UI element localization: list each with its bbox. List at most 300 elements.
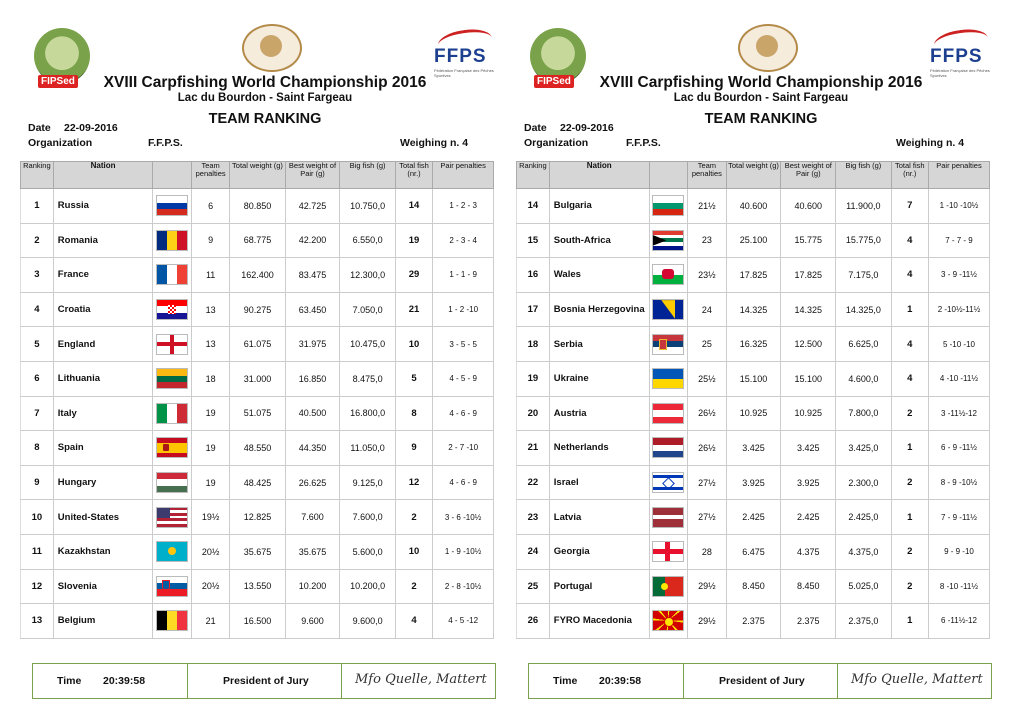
table-row [21,258,494,293]
team-penalties-cell: 19 [191,431,230,466]
rank-cell: 19 [517,361,550,396]
table-row [517,327,990,362]
col-nation: Nation [53,162,153,189]
rank-cell: 3 [21,258,54,293]
team-penalties-cell: 21½ [688,189,727,224]
total-fish-cell: 4 [891,327,928,362]
big-fish-cell: 7.050,0 [340,292,395,327]
best-weight-cell: 26.625 [285,465,340,500]
total-weight-cell: 31.000 [230,361,285,396]
team-penalties-cell: 19 [191,396,230,431]
usa-flag-icon [156,507,188,528]
flag-cell [649,396,688,431]
table-row [517,431,990,466]
col-total-weight: Total weight (g) [726,162,781,189]
total-fish-cell: 1 [891,292,928,327]
flag-cell [649,569,688,604]
total-weight-cell: 17.825 [726,258,781,293]
table-row [517,223,990,258]
best-weight-cell: 12.500 [781,327,836,362]
table-row [517,500,990,535]
pair-penalties-cell: 3 - 6 -10½ [433,500,494,535]
table-row [517,361,990,396]
total-weight-cell: 48.550 [230,431,285,466]
table-row [21,534,494,569]
nation-cell: Wales [549,258,649,293]
table-row [517,189,990,224]
col-best-weight: Best weight of Pair (g) [781,162,836,189]
kazakhstan-flag-icon [156,541,188,562]
nation-cell: Spain [53,431,153,466]
championship-emblem [738,24,798,72]
total-fish-cell: 2 [891,534,928,569]
big-fish-cell: 5.600,0 [340,534,395,569]
pair-penalties-cell: 1 - 1 - 9 [433,258,494,293]
president-of-jury-label: President of Jury [223,675,309,687]
rank-cell: 20 [517,396,550,431]
flag-cell [649,361,688,396]
total-weight-cell: 2.375 [726,604,781,639]
flag-cell [153,569,192,604]
table-row [517,465,990,500]
total-fish-cell: 8 [395,396,432,431]
georgia-flag-icon [652,541,684,562]
team-penalties-cell: 29½ [688,569,727,604]
page-subtitle: Lac du Bourdon - Saint Fargeau [673,92,849,104]
best-weight-cell: 3.425 [781,431,836,466]
best-weight-cell: 17.825 [781,258,836,293]
best-weight-cell: 15.775 [781,223,836,258]
page-subtitle: Lac du Bourdon - Saint Fargeau [177,92,353,104]
ukraine-flag-icon [652,368,684,389]
flag-cell [153,292,192,327]
nation-cell: Slovenia [53,569,153,604]
col-pair-penalties: Pair penalties [433,162,494,189]
team-penalties-cell: 25 [688,327,727,362]
section-heading: TEAM RANKING [704,111,818,127]
rank-cell: 24 [517,534,550,569]
pair-penalties-cell: 1 - 9 -10½ [433,534,494,569]
pair-penalties-cell: 3 - 5 - 5 [433,327,494,362]
fipsed-logo-text: FIPSed [534,75,574,88]
team-penalties-cell: 21 [191,604,230,639]
best-weight-cell: 7.600 [285,500,340,535]
team-penalties-cell: 9 [191,223,230,258]
total-weight-cell: 2.425 [726,500,781,535]
best-weight-cell: 8.450 [781,569,836,604]
page-title: XVIII Carpfishing World Championship 2016 [103,74,427,91]
team-penalties-cell: 28 [688,534,727,569]
total-weight-cell: 80.850 [230,189,285,224]
belgium-flag-icon [156,610,188,631]
date-value: 22-09-2016 [560,122,614,134]
team-penalties-cell: 19½ [191,500,230,535]
total-weight-cell: 61.075 [230,327,285,362]
flag-cell [153,604,192,639]
weighing-number: Weighing n. 4 [400,137,469,149]
nation-cell: Russia [53,189,153,224]
nation-cell: South-Africa [549,223,649,258]
best-weight-cell: 31.975 [285,327,340,362]
rank-cell: 25 [517,569,550,604]
big-fish-cell: 3.425,0 [836,431,891,466]
big-fish-cell: 7.600,0 [340,500,395,535]
organization-value: F.F.P.S. [148,137,183,149]
flag-cell [153,396,192,431]
team-penalties-cell: 20½ [191,569,230,604]
flag-cell [649,604,688,639]
pair-penalties-cell: 4 - 5 - 9 [433,361,494,396]
flag-cell [649,431,688,466]
pair-penalties-cell: 6 -11½-12 [928,604,989,639]
best-weight-cell: 15.100 [781,361,836,396]
big-fish-cell: 2.375,0 [836,604,891,639]
president-of-jury-label: President of Jury [719,675,805,687]
fipsed-logo-text: FIPSed [38,75,78,88]
table-row [21,604,494,639]
best-weight-cell: 42.725 [285,189,340,224]
table-row [21,500,494,535]
wales-flag-icon [652,264,684,285]
nation-cell: France [53,258,153,293]
col-flag [153,162,192,189]
total-fish-cell: 14 [395,189,432,224]
pair-penalties-cell: 4 - 6 - 9 [433,396,494,431]
ffps-logo [432,26,498,78]
ffps-logo [928,26,994,78]
total-fish-cell: 2 [395,500,432,535]
championship-emblem [242,24,302,72]
lithuania-flag-icon [156,368,188,389]
page-title: XVIII Carpfishing World Championship 2016 [599,74,923,91]
spain-flag-icon [156,437,188,458]
nation-cell: Latvia [549,500,649,535]
total-fish-cell: 1 [891,500,928,535]
total-weight-cell: 25.100 [726,223,781,258]
rank-cell: 14 [517,189,550,224]
table-row [21,361,494,396]
col-team-penalties: Team penalties [688,162,727,189]
total-fish-cell: 10 [395,327,432,362]
total-weight-cell: 40.600 [726,189,781,224]
nation-cell: Romania [53,223,153,258]
pair-penalties-cell: 2 - 7 -10 [433,431,494,466]
total-fish-cell: 19 [395,223,432,258]
jury-signature: Mfo Quelle, Mattert [355,672,487,687]
team-penalties-cell: 23½ [688,258,727,293]
rank-cell: 9 [21,465,54,500]
best-weight-cell: 2.375 [781,604,836,639]
nation-cell: Austria [549,396,649,431]
ffps-logo-text: FFPS [434,46,487,67]
ranking-table [516,161,990,639]
total-fish-cell: 2 [891,465,928,500]
best-weight-cell: 16.850 [285,361,340,396]
col-best-weight: Best weight of Pair (g) [285,162,340,189]
rank-cell: 18 [517,327,550,362]
total-weight-cell: 162.400 [230,258,285,293]
nation-cell: Italy [53,396,153,431]
team-penalties-cell: 19 [191,465,230,500]
rank-cell: 23 [517,500,550,535]
nation-cell: Belgium [53,604,153,639]
best-weight-cell: 4.375 [781,534,836,569]
table-row [517,396,990,431]
team-penalties-cell: 18 [191,361,230,396]
flag-cell [153,258,192,293]
table-row [517,534,990,569]
nation-cell: Kazakhstan [53,534,153,569]
nation-cell: FYRO Macedonia [549,604,649,639]
date-label: Date [524,122,547,134]
flag-cell [649,327,688,362]
flag-cell [153,431,192,466]
best-weight-cell: 10.925 [781,396,836,431]
col-team-penalties: Team penalties [191,162,230,189]
table-row [21,223,494,258]
best-weight-cell: 63.450 [285,292,340,327]
table-row [21,396,494,431]
flag-cell [153,500,192,535]
pair-penalties-cell: 1 - 2 -10 [433,292,494,327]
pair-penalties-cell: 3 - 9 -11½ [928,258,989,293]
col-total-weight: Total weight (g) [230,162,285,189]
big-fish-cell: 10.200,0 [340,569,395,604]
big-fish-cell: 10.750,0 [340,189,395,224]
team-penalties-cell: 11 [191,258,230,293]
table-row [21,292,494,327]
flag-cell [649,292,688,327]
pair-penalties-cell: 4 -10 -11½ [928,361,989,396]
big-fish-cell: 12.300,0 [340,258,395,293]
big-fish-cell: 14.325,0 [836,292,891,327]
england-flag-icon [156,334,188,355]
nation-cell: Georgia [549,534,649,569]
team-penalties-cell: 29½ [688,604,727,639]
total-weight-cell: 90.275 [230,292,285,327]
total-weight-cell: 15.100 [726,361,781,396]
team-penalties-cell: 6 [191,189,230,224]
organization-value: F.F.P.S. [626,137,661,149]
france-flag-icon [156,264,188,285]
col-big-fish: Big fish (g) [340,162,395,189]
total-fish-cell: 1 [891,431,928,466]
rank-cell: 1 [21,189,54,224]
big-fish-cell: 15.775,0 [836,223,891,258]
team-penalties-cell: 26½ [688,431,727,466]
israel-flag-icon [652,472,684,493]
total-weight-cell: 14.325 [726,292,781,327]
table-row [21,465,494,500]
total-weight-cell: 3.425 [726,431,781,466]
team-penalties-cell: 23 [688,223,727,258]
total-fish-cell: 2 [395,569,432,604]
best-weight-cell: 40.500 [285,396,340,431]
best-weight-cell: 2.425 [781,500,836,535]
total-fish-cell: 29 [395,258,432,293]
rank-cell: 6 [21,361,54,396]
rank-cell: 8 [21,431,54,466]
total-weight-cell: 51.075 [230,396,285,431]
total-weight-cell: 8.450 [726,569,781,604]
big-fish-cell: 2.300,0 [836,465,891,500]
pair-penalties-cell: 2 - 3 - 4 [433,223,494,258]
big-fish-cell: 4.375,0 [836,534,891,569]
rank-cell: 2 [21,223,54,258]
serbia-flag-icon [652,334,684,355]
team-penalties-cell: 13 [191,292,230,327]
russia-flag-icon [156,195,188,216]
flag-cell [153,465,192,500]
team-penalties-cell: 27½ [688,465,727,500]
flag-cell [153,327,192,362]
best-weight-cell: 40.600 [781,189,836,224]
col-ranking: Ranking [21,162,54,189]
table-row [517,258,990,293]
nation-cell: Croatia [53,292,153,327]
bosnia-flag-icon [652,299,684,320]
big-fish-cell: 6.550,0 [340,223,395,258]
total-fish-cell: 2 [891,569,928,604]
nation-cell: Bosnia Herzegovina [549,292,649,327]
netherlands-flag-icon [652,437,684,458]
austria-flag-icon [652,403,684,424]
hungary-flag-icon [156,472,188,493]
pair-penalties-cell: 5 -10 -10 [928,327,989,362]
nation-cell: Portugal [549,569,649,604]
nation-cell: Israel [549,465,649,500]
portugal-flag-icon [652,576,684,597]
total-fish-cell: 9 [395,431,432,466]
total-weight-cell: 12.825 [230,500,285,535]
best-weight-cell: 83.475 [285,258,340,293]
total-weight-cell: 35.675 [230,534,285,569]
total-weight-cell: 3.925 [726,465,781,500]
total-fish-cell: 4 [891,361,928,396]
table-row [517,569,990,604]
total-fish-cell: 12 [395,465,432,500]
nation-cell: Bulgaria [549,189,649,224]
best-weight-cell: 3.925 [781,465,836,500]
southafrica-flag-icon [652,230,684,251]
ranking-sheet-right [516,0,1006,723]
rank-cell: 11 [21,534,54,569]
footer-bar [32,663,496,699]
organization-label: Organization [524,137,589,149]
flag-cell [649,258,688,293]
croatia-flag-icon [156,299,188,320]
big-fish-cell: 5.025,0 [836,569,891,604]
team-penalties-cell: 27½ [688,500,727,535]
rank-cell: 21 [517,431,550,466]
rank-cell: 13 [21,604,54,639]
total-fish-cell: 4 [891,223,928,258]
rank-cell: 26 [517,604,550,639]
flag-cell [153,223,192,258]
section-heading: TEAM RANKING [208,111,322,127]
col-total-fish: Total fish (nr.) [891,162,928,189]
pair-penalties-cell: 7 - 7 - 9 [928,223,989,258]
pair-penalties-cell: 4 - 5 -12 [433,604,494,639]
best-weight-cell: 10.200 [285,569,340,604]
ffps-logo-subtext: Fédération Française des Pêches Sportives [434,68,494,78]
time-value: 20:39:58 [103,675,146,687]
ranking-table [20,161,494,639]
col-total-fish: Total fish (nr.) [395,162,432,189]
col-nation: Nation [549,162,649,189]
date-label: Date [28,122,51,134]
big-fish-cell: 7.800,0 [836,396,891,431]
rank-cell: 7 [21,396,54,431]
best-weight-cell: 42.200 [285,223,340,258]
pair-penalties-cell: 7 - 9 -11½ [928,500,989,535]
total-fish-cell: 4 [395,604,432,639]
big-fish-cell: 7.175,0 [836,258,891,293]
time-label: Time [553,675,578,687]
flag-cell [649,534,688,569]
table-row [21,569,494,604]
jury-signature: Mfo Quelle, Mattert [851,672,983,687]
pair-penalties-cell: 3 -11½-12 [928,396,989,431]
big-fish-cell: 6.625,0 [836,327,891,362]
total-fish-cell: 21 [395,292,432,327]
nation-cell: Lithuania [53,361,153,396]
big-fish-cell: 11.900,0 [836,189,891,224]
total-weight-cell: 16.500 [230,604,285,639]
flag-cell [153,534,192,569]
col-big-fish: Big fish (g) [836,162,891,189]
total-fish-cell: 2 [891,396,928,431]
rank-cell: 12 [21,569,54,604]
big-fish-cell: 2.425,0 [836,500,891,535]
total-weight-cell: 68.775 [230,223,285,258]
ranking-sheet-left [20,0,510,723]
col-ranking: Ranking [517,162,550,189]
pair-penalties-cell: 2 -10½-11½ [928,292,989,327]
rank-cell: 10 [21,500,54,535]
total-weight-cell: 10.925 [726,396,781,431]
rank-cell: 5 [21,327,54,362]
organization-label: Organization [28,137,93,149]
rank-cell: 4 [21,292,54,327]
team-penalties-cell: 25½ [688,361,727,396]
pair-penalties-cell: 9 - 9 -10 [928,534,989,569]
nation-cell: Hungary [53,465,153,500]
pair-penalties-cell: 2 - 8 -10½ [433,569,494,604]
pair-penalties-cell: 1 -10 -10½ [928,189,989,224]
team-penalties-cell: 24 [688,292,727,327]
date-value: 22-09-2016 [64,122,118,134]
best-weight-cell: 35.675 [285,534,340,569]
flag-cell [649,189,688,224]
best-weight-cell: 44.350 [285,431,340,466]
time-label: Time [57,675,82,687]
flag-cell [153,189,192,224]
pair-penalties-cell: 6 - 9 -11½ [928,431,989,466]
rank-cell: 16 [517,258,550,293]
table-row [21,189,494,224]
big-fish-cell: 10.475,0 [340,327,395,362]
team-penalties-cell: 20½ [191,534,230,569]
nation-cell: Serbia [549,327,649,362]
flag-cell [649,500,688,535]
big-fish-cell: 9.600,0 [340,604,395,639]
romania-flag-icon [156,230,188,251]
nation-cell: United-States [53,500,153,535]
flag-cell [153,361,192,396]
rank-cell: 15 [517,223,550,258]
big-fish-cell: 8.475,0 [340,361,395,396]
